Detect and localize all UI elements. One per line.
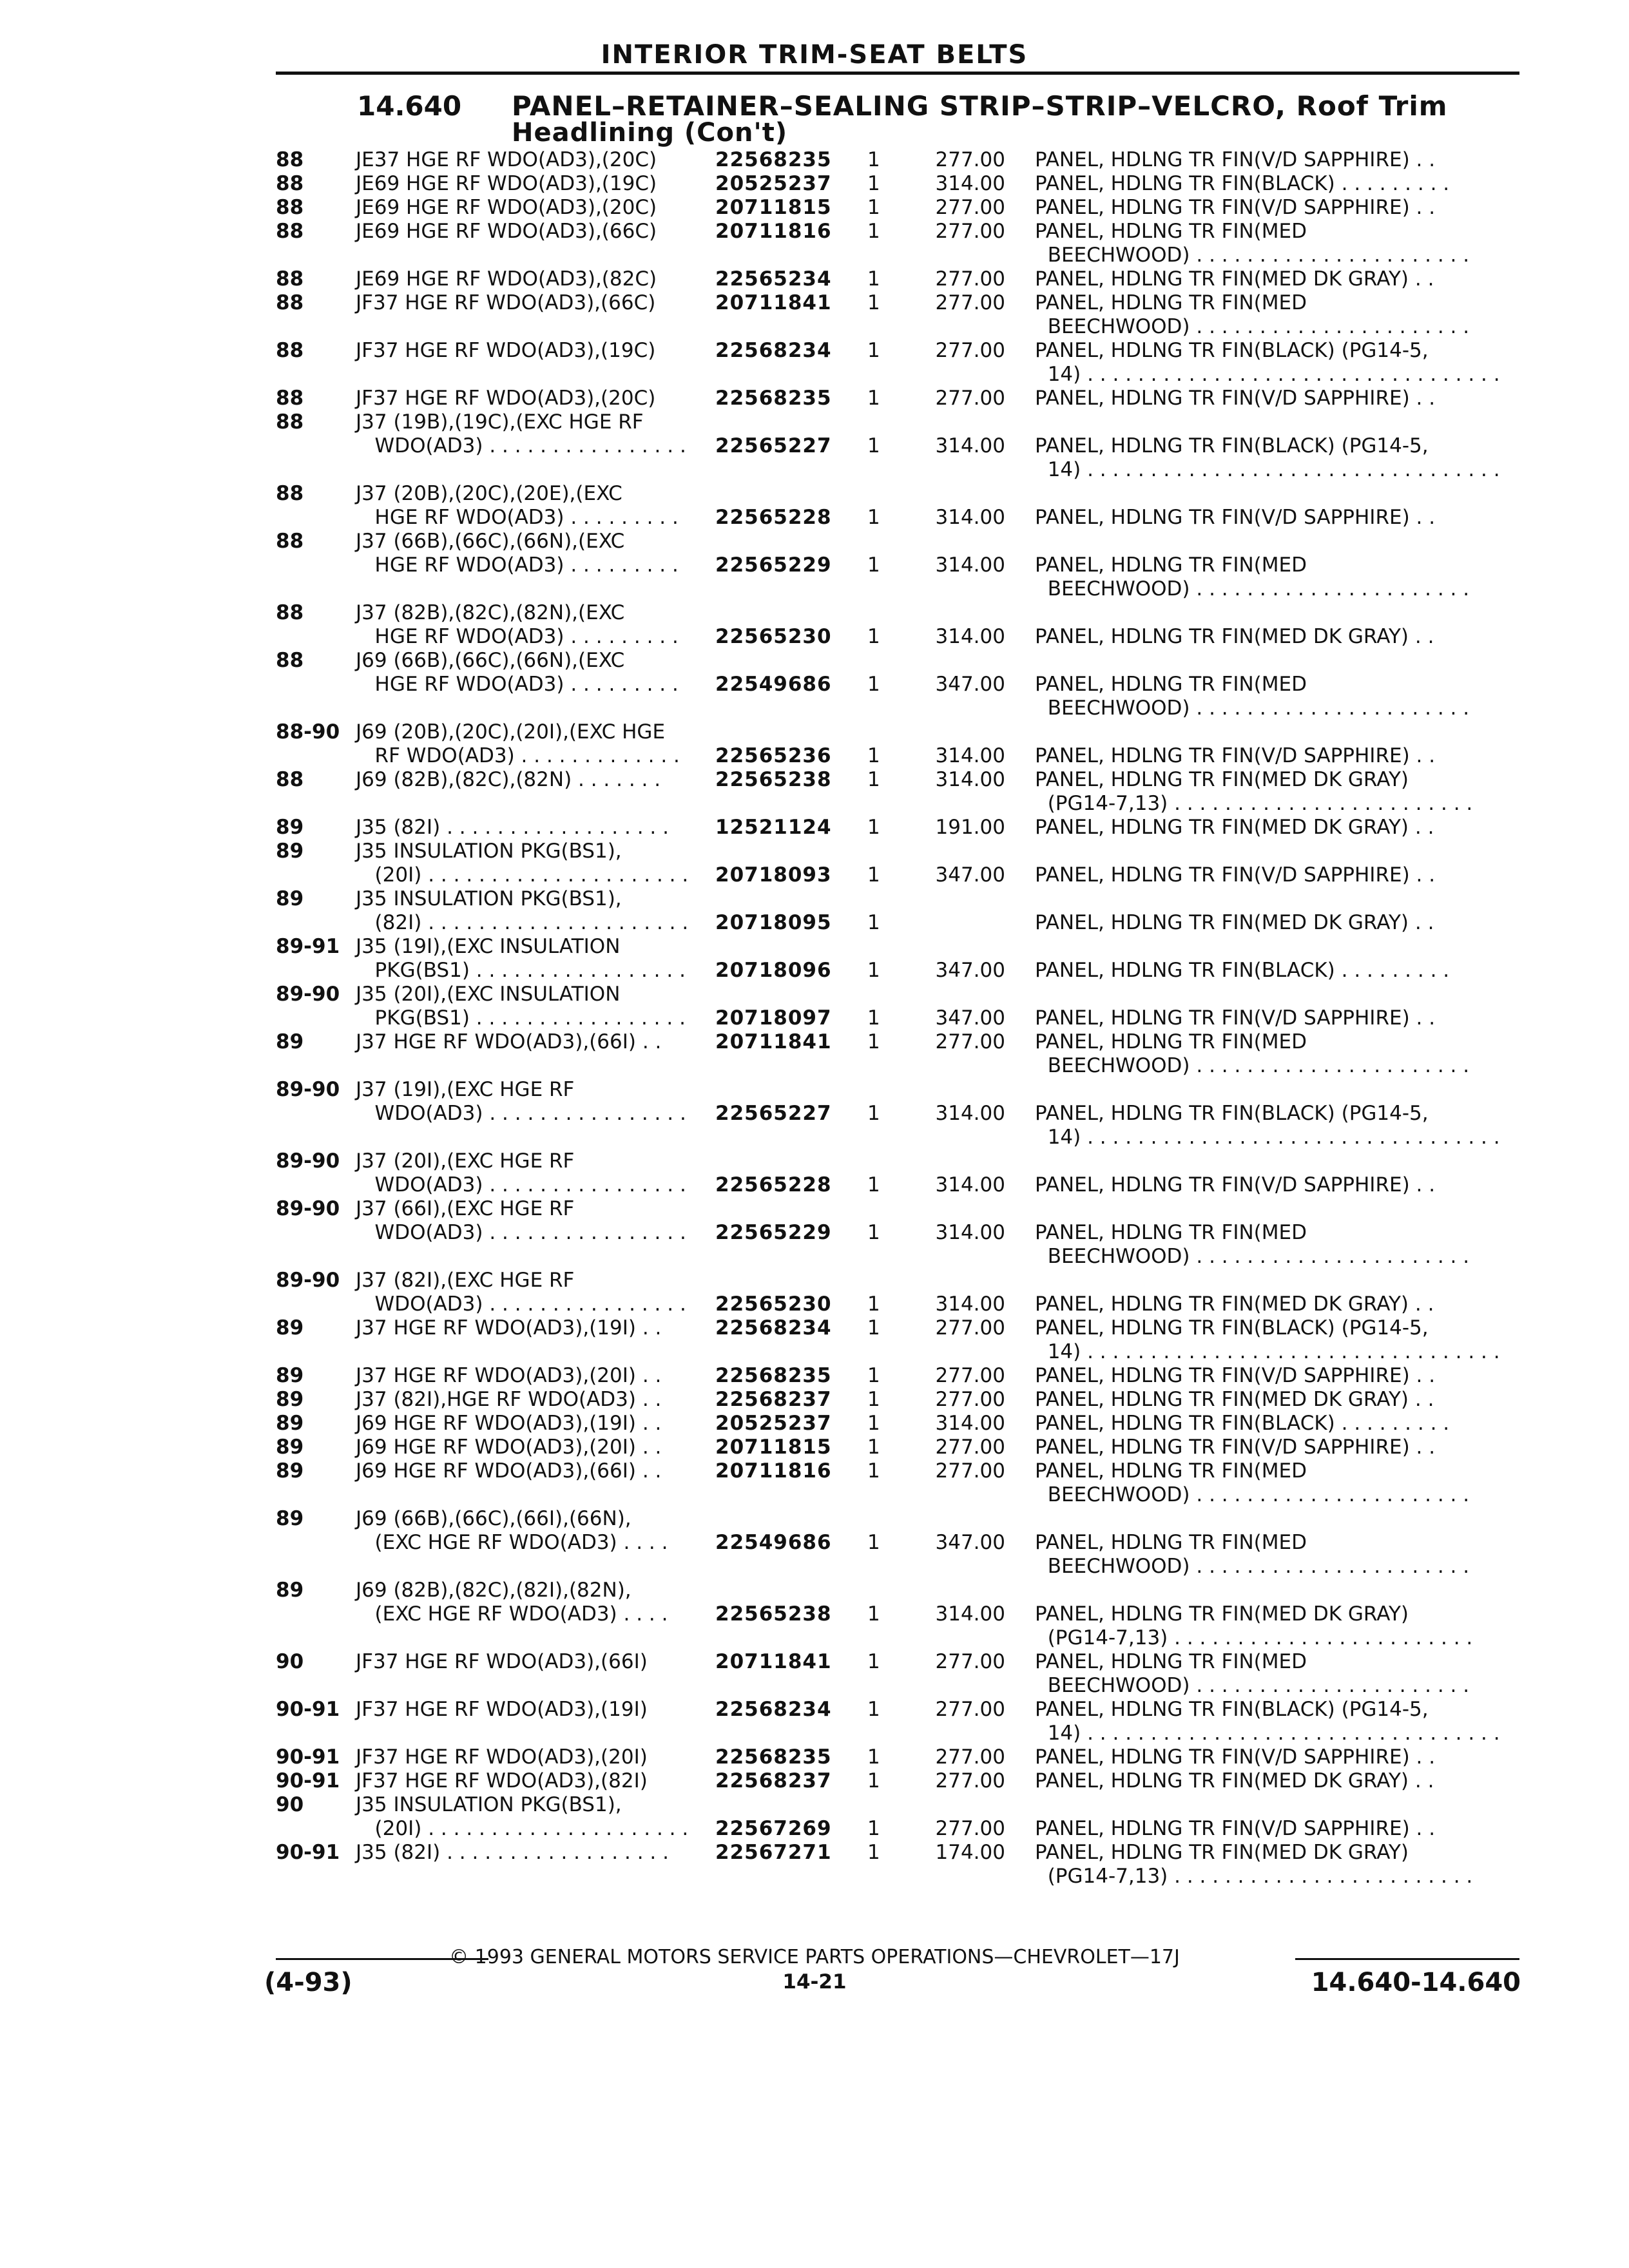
part-description: PANEL, HDLNG TR FIN(MED DK GRAY) . . <box>1035 911 1434 934</box>
model-usage: JE69 HGE RF WDO(AD3),(82C) <box>356 267 657 291</box>
quantity: 1 <box>867 1817 880 1840</box>
model-usage: J69 (82B),(82C),(82N) . . . . . . . <box>356 768 661 791</box>
part-description: PANEL, HDLNG TR FIN(BLACK) (PG14-5, <box>1035 339 1429 362</box>
part-description: PANEL, HDLNG TR FIN(MED DK GRAY) . . <box>1035 625 1434 648</box>
part-number: 20711816 <box>715 220 832 243</box>
model-usage: JF37 HGE RF WDO(AD3),(66C) <box>356 291 656 314</box>
price: 314.00 <box>935 1221 1005 1244</box>
section-subtitle: Headlining (Con't) <box>512 118 788 148</box>
part-description: (PG14-7,13) . . . . . . . . . . . . . . . . . . . . . . . . <box>1035 792 1473 815</box>
part-number: 22565228 <box>715 506 832 529</box>
section-number: 14.640 <box>357 90 462 122</box>
price: 347.00 <box>935 1006 1005 1030</box>
price: 314.00 <box>935 768 1005 791</box>
illustration-number: 88 <box>276 387 304 410</box>
price: 277.00 <box>935 339 1005 362</box>
part-number: 22567269 <box>715 1817 832 1840</box>
price: 277.00 <box>935 1388 1005 1411</box>
illustration-number: 88 <box>276 410 304 434</box>
part-description: PANEL, HDLNG TR FIN(BLACK) . . . . . . . . . <box>1035 959 1450 982</box>
illustration-number: 90-91 <box>276 1841 340 1864</box>
model-usage: J35 INSULATION PKG(BS1), <box>356 887 622 910</box>
model-usage: J69 (66B),(66C),(66I),(66N), <box>356 1507 631 1530</box>
model-usage: J69 HGE RF WDO(AD3),(20I) . . <box>356 1436 662 1459</box>
model-usage: HGE RF WDO(AD3) . . . . . . . . . <box>356 673 679 696</box>
model-usage: J37 (19I),(EXC HGE RF <box>356 1078 575 1101</box>
part-description: PANEL, HDLNG TR FIN(MED DK GRAY) . . <box>1035 816 1434 839</box>
quantity: 1 <box>867 1030 880 1053</box>
model-usage: J37 (20B),(20C),(20E),(EXC <box>356 482 622 505</box>
part-description: 14) . . . . . . . . . . . . . . . . . . . . . . . . . . . . . . . . . <box>1035 458 1500 481</box>
model-usage: WDO(AD3) . . . . . . . . . . . . . . . . <box>356 1173 686 1196</box>
part-description: PANEL, HDLNG TR FIN(MED <box>1035 1030 1307 1053</box>
model-usage: HGE RF WDO(AD3) . . . . . . . . . <box>356 625 679 648</box>
part-description: PANEL, HDLNG TR FIN(V/D SAPPHIRE) . . <box>1035 1745 1436 1769</box>
quantity: 1 <box>867 768 880 791</box>
illustration-number: 88 <box>276 172 304 195</box>
illustration-number: 88 <box>276 482 304 505</box>
price: 277.00 <box>935 1650 1005 1673</box>
model-usage: J69 (82B),(82C),(82I),(82N), <box>356 1579 631 1602</box>
part-description: 14) . . . . . . . . . . . . . . . . . . . . . . . . . . . . . . . . . <box>1035 1340 1500 1363</box>
quantity: 1 <box>867 1316 880 1340</box>
illustration-number: 89 <box>276 816 304 839</box>
illustration-number: 89 <box>276 1412 304 1435</box>
illustration-number: 89 <box>276 887 304 910</box>
price: 347.00 <box>935 1531 1005 1554</box>
part-number: 22568235 <box>715 148 832 171</box>
model-usage: J35 (82I) . . . . . . . . . . . . . . . . . . <box>356 1841 669 1864</box>
part-number: 22568237 <box>715 1769 832 1792</box>
quantity: 1 <box>867 1221 880 1244</box>
page-header-title: INTERIOR TRIM-SEAT BELTS <box>601 40 1028 70</box>
model-usage: PKG(BS1) . . . . . . . . . . . . . . . . . <box>356 959 686 982</box>
quantity: 1 <box>867 1650 880 1673</box>
part-number: 22568234 <box>715 1698 832 1721</box>
part-number: 22568235 <box>715 387 832 410</box>
illustration-number: 88 <box>276 601 304 624</box>
model-usage: JF37 HGE RF WDO(AD3),(66I) <box>356 1650 648 1673</box>
model-usage: (20I) . . . . . . . . . . . . . . . . . . . . . <box>356 1817 689 1840</box>
part-number: 22565230 <box>715 625 832 648</box>
quantity: 1 <box>867 959 880 982</box>
model-usage: J69 HGE RF WDO(AD3),(66I) . . <box>356 1459 662 1483</box>
quantity: 1 <box>867 863 880 887</box>
quantity: 1 <box>867 1841 880 1864</box>
quantity: 1 <box>867 1602 880 1626</box>
part-description: PANEL, HDLNG TR FIN(BLACK) (PG14-5, <box>1035 434 1429 457</box>
illustration-number: 90-91 <box>276 1745 340 1769</box>
part-description: (PG14-7,13) . . . . . . . . . . . . . . . . . . . . . . . . <box>1035 1626 1473 1649</box>
illustration-number: 90 <box>276 1793 304 1816</box>
part-number: 20718096 <box>715 959 832 982</box>
model-usage: JF37 HGE RF WDO(AD3),(19I) <box>356 1698 648 1721</box>
quantity: 1 <box>867 1364 880 1387</box>
part-description: PANEL, HDLNG TR FIN(V/D SAPPHIRE) . . <box>1035 1364 1436 1387</box>
part-description: 14) . . . . . . . . . . . . . . . . . . . . . . . . . . . . . . . . . <box>1035 363 1500 386</box>
illustration-number: 89 <box>276 840 304 863</box>
model-usage: J37 HGE RF WDO(AD3),(19I) . . <box>356 1316 662 1340</box>
part-description: PANEL, HDLNG TR FIN(MED DK GRAY) <box>1035 1602 1409 1626</box>
model-usage: WDO(AD3) . . . . . . . . . . . . . . . . <box>356 1102 686 1125</box>
price: 277.00 <box>935 291 1005 314</box>
part-description: PANEL, HDLNG TR FIN(MED DK GRAY) <box>1035 768 1409 791</box>
illustration-number: 89 <box>276 1388 304 1411</box>
price: 314.00 <box>935 506 1005 529</box>
illustration-number: 89-91 <box>276 935 340 958</box>
part-number: 22565230 <box>715 1293 832 1316</box>
part-number: 22549686 <box>715 1531 832 1554</box>
price: 277.00 <box>935 267 1005 291</box>
price: 347.00 <box>935 959 1005 982</box>
part-description: PANEL, HDLNG TR FIN(V/D SAPPHIRE) . . <box>1035 196 1436 219</box>
part-description: 14) . . . . . . . . . . . . . . . . . . . . . . . . . . . . . . . . . <box>1035 1722 1500 1745</box>
part-description: BEECHWOOD) . . . . . . . . . . . . . . . . . . . . . . <box>1035 315 1470 338</box>
illustration-number: 88 <box>276 649 304 672</box>
illustration-number: 89 <box>276 1459 304 1483</box>
illustration-number: 88 <box>276 530 304 553</box>
part-number: 22568234 <box>715 1316 832 1340</box>
quantity: 1 <box>867 816 880 839</box>
quantity: 1 <box>867 196 880 219</box>
quantity: 1 <box>867 1388 880 1411</box>
part-description: BEECHWOOD) . . . . . . . . . . . . . . . . . . . . . . <box>1035 697 1470 720</box>
price: 314.00 <box>935 1173 1005 1196</box>
model-usage: J35 (82I) . . . . . . . . . . . . . . . . . . <box>356 816 669 839</box>
model-usage: J37 (20I),(EXC HGE RF <box>356 1149 575 1173</box>
illustration-number: 89-90 <box>276 983 340 1006</box>
price: 314.00 <box>935 553 1005 577</box>
model-usage: (20I) . . . . . . . . . . . . . . . . . . . . . <box>356 863 689 887</box>
part-number: 20711816 <box>715 1459 832 1483</box>
quantity: 1 <box>867 1698 880 1721</box>
part-description: PANEL, HDLNG TR FIN(MED DK GRAY) . . <box>1035 267 1434 291</box>
part-description: PANEL, HDLNG TR FIN(MED <box>1035 1531 1307 1554</box>
quantity: 1 <box>867 1769 880 1792</box>
part-number: 20711841 <box>715 291 832 314</box>
part-description: (PG14-7,13) . . . . . . . . . . . . . . . . . . . . . . . . <box>1035 1865 1473 1888</box>
illustration-number: 88 <box>276 339 304 362</box>
quantity: 1 <box>867 387 880 410</box>
price: 314.00 <box>935 1293 1005 1316</box>
illustration-number: 88-90 <box>276 720 340 744</box>
illustration-number: 89-90 <box>276 1078 340 1101</box>
price: 314.00 <box>935 744 1005 767</box>
price: 277.00 <box>935 1436 1005 1459</box>
illustration-number: 90 <box>276 1650 304 1673</box>
quantity: 1 <box>867 148 880 171</box>
illustration-number: 88 <box>276 768 304 791</box>
model-usage: J37 (82B),(82C),(82N),(EXC <box>356 601 625 624</box>
model-usage: JE69 HGE RF WDO(AD3),(66C) <box>356 220 657 243</box>
illustration-number: 89 <box>276 1436 304 1459</box>
part-number: 22565236 <box>715 744 832 767</box>
part-number: 22565229 <box>715 1221 832 1244</box>
model-usage: WDO(AD3) . . . . . . . . . . . . . . . . <box>356 434 686 457</box>
model-usage: J37 (66I),(EXC HGE RF <box>356 1197 575 1220</box>
section-title: PANEL–RETAINER–SEALING STRIP–STRIP–VELCRO, Roof Trim <box>512 90 1448 122</box>
price: 277.00 <box>935 196 1005 219</box>
quantity: 1 <box>867 172 880 195</box>
model-usage: J69 (20B),(20C),(20I),(EXC HGE <box>356 720 666 744</box>
part-description: PANEL, HDLNG TR FIN(MED DK GRAY) <box>1035 1841 1409 1864</box>
part-number: 22565234 <box>715 267 832 291</box>
part-number: 20718097 <box>715 1006 832 1030</box>
model-usage: JF37 HGE RF WDO(AD3),(82I) <box>356 1769 648 1792</box>
footer-date: (4-93) <box>264 1968 352 1997</box>
part-description: PANEL, HDLNG TR FIN(V/D SAPPHIRE) . . <box>1035 1006 1436 1030</box>
part-number: 22565229 <box>715 553 832 577</box>
model-usage: WDO(AD3) . . . . . . . . . . . . . . . . <box>356 1293 686 1316</box>
part-description: PANEL, HDLNG TR FIN(BLACK) . . . . . . . . . <box>1035 172 1450 195</box>
illustration-number: 89-90 <box>276 1149 340 1173</box>
model-usage: J69 HGE RF WDO(AD3),(19I) . . <box>356 1412 662 1435</box>
part-number: 22568235 <box>715 1364 832 1387</box>
model-usage: J37 (66B),(66C),(66N),(EXC <box>356 530 625 553</box>
part-number: 22565227 <box>715 434 832 457</box>
part-number: 22568234 <box>715 339 832 362</box>
part-description: PANEL, HDLNG TR FIN(MED DK GRAY) . . <box>1035 1388 1434 1411</box>
price: 314.00 <box>935 1412 1005 1435</box>
model-usage: J37 (82I),(EXC HGE RF <box>356 1269 575 1292</box>
model-usage: WDO(AD3) . . . . . . . . . . . . . . . . <box>356 1221 686 1244</box>
part-number: 22565238 <box>715 768 832 791</box>
part-description: PANEL, HDLNG TR FIN(MED <box>1035 553 1307 577</box>
model-usage: JF37 HGE RF WDO(AD3),(19C) <box>356 339 656 362</box>
part-number: 12521124 <box>715 816 832 839</box>
price: 277.00 <box>935 1030 1005 1053</box>
model-usage: (EXC HGE RF WDO(AD3) . . . . <box>356 1531 668 1554</box>
quantity: 1 <box>867 673 880 696</box>
part-description: PANEL, HDLNG TR FIN(MED <box>1035 291 1307 314</box>
model-usage: (82I) . . . . . . . . . . . . . . . . . . . . . <box>356 911 689 934</box>
part-number: 20711841 <box>715 1030 832 1053</box>
illustration-number: 89-90 <box>276 1269 340 1292</box>
quantity: 1 <box>867 744 880 767</box>
model-usage: JE69 HGE RF WDO(AD3),(19C) <box>356 172 657 195</box>
quantity: 1 <box>867 1102 880 1125</box>
illustration-number: 88 <box>276 148 304 171</box>
model-usage: J69 (66B),(66C),(66N),(EXC <box>356 649 625 672</box>
illustration-number: 89 <box>276 1364 304 1387</box>
price: 347.00 <box>935 863 1005 887</box>
model-usage: (EXC HGE RF WDO(AD3) . . . . <box>356 1602 668 1626</box>
footer-copyright: © 1993 GENERAL MOTORS SERVICE PARTS OPERATIONS—CHEVROLET—17J <box>449 1946 1180 1968</box>
price: 277.00 <box>935 387 1005 410</box>
part-description: PANEL, HDLNG TR FIN(V/D SAPPHIRE) . . <box>1035 148 1436 171</box>
illustration-number: 89 <box>276 1507 304 1530</box>
quantity: 1 <box>867 1745 880 1769</box>
quantity: 1 <box>867 1006 880 1030</box>
part-description: PANEL, HDLNG TR FIN(V/D SAPPHIRE) . . <box>1035 1817 1436 1840</box>
illustration-number: 88 <box>276 220 304 243</box>
header-rule <box>276 72 1519 75</box>
model-usage: RF WDO(AD3) . . . . . . . . . . . . . <box>356 744 680 767</box>
price: 277.00 <box>935 1698 1005 1721</box>
quantity: 1 <box>867 291 880 314</box>
part-number: 22565228 <box>715 1173 832 1196</box>
model-usage: J35 (20I),(EXC INSULATION <box>356 983 621 1006</box>
illustration-number: 89 <box>276 1579 304 1602</box>
price: 277.00 <box>935 148 1005 171</box>
model-usage: JE37 HGE RF WDO(AD3),(20C) <box>356 148 657 171</box>
part-description: BEECHWOOD) . . . . . . . . . . . . . . . . . . . . . . <box>1035 1483 1470 1506</box>
price: 191.00 <box>935 816 1005 839</box>
part-description: PANEL, HDLNG TR FIN(BLACK) (PG14-5, <box>1035 1316 1429 1340</box>
part-description: PANEL, HDLNG TR FIN(V/D SAPPHIRE) . . <box>1035 1173 1436 1196</box>
footer-page-number: 14-21 <box>782 1970 847 1994</box>
quantity: 1 <box>867 1531 880 1554</box>
quantity: 1 <box>867 1459 880 1483</box>
part-description: 14) . . . . . . . . . . . . . . . . . . . . . . . . . . . . . . . . . <box>1035 1126 1500 1149</box>
quantity: 1 <box>867 1293 880 1316</box>
part-description: PANEL, HDLNG TR FIN(V/D SAPPHIRE) . . <box>1035 387 1436 410</box>
model-usage: J37 HGE RF WDO(AD3),(20I) . . <box>356 1364 662 1387</box>
part-description: PANEL, HDLNG TR FIN(MED <box>1035 220 1307 243</box>
part-description: PANEL, HDLNG TR FIN(MED DK GRAY) . . <box>1035 1293 1434 1316</box>
part-number: 20525237 <box>715 172 832 195</box>
quantity: 1 <box>867 625 880 648</box>
part-number: 20718095 <box>715 911 832 934</box>
illustration-number: 89 <box>276 1030 304 1053</box>
price: 314.00 <box>935 434 1005 457</box>
part-description: PANEL, HDLNG TR FIN(BLACK) (PG14-5, <box>1035 1698 1429 1721</box>
quantity: 1 <box>867 1436 880 1459</box>
quantity: 1 <box>867 1412 880 1435</box>
part-description: PANEL, HDLNG TR FIN(V/D SAPPHIRE) . . <box>1035 506 1436 529</box>
model-usage: J37 (82I),HGE RF WDO(AD3) . . <box>356 1388 662 1411</box>
part-number: 20711815 <box>715 1436 832 1459</box>
part-number: 22568235 <box>715 1745 832 1769</box>
part-description: BEECHWOOD) . . . . . . . . . . . . . . . . . . . . . . <box>1035 244 1470 267</box>
part-description: BEECHWOOD) . . . . . . . . . . . . . . . . . . . . . . <box>1035 1054 1470 1077</box>
model-usage: J35 INSULATION PKG(BS1), <box>356 840 622 863</box>
part-number: 22568237 <box>715 1388 832 1411</box>
part-description: BEECHWOOD) . . . . . . . . . . . . . . . . . . . . . . <box>1035 577 1470 601</box>
part-number: 20711815 <box>715 196 832 219</box>
part-number: 22565227 <box>715 1102 832 1125</box>
part-description: PANEL, HDLNG TR FIN(MED <box>1035 1459 1307 1483</box>
price: 277.00 <box>935 1316 1005 1340</box>
part-number: 22549686 <box>715 673 832 696</box>
model-usage: J37 HGE RF WDO(AD3),(66I) . . <box>356 1030 662 1053</box>
part-number: 22565238 <box>715 1602 832 1626</box>
part-description: PANEL, HDLNG TR FIN(MED <box>1035 1650 1307 1673</box>
quantity: 1 <box>867 220 880 243</box>
part-number: 20718093 <box>715 863 832 887</box>
price: 347.00 <box>935 673 1005 696</box>
part-description: BEECHWOOD) . . . . . . . . . . . . . . . . . . . . . . <box>1035 1674 1470 1697</box>
illustration-number: 90-91 <box>276 1698 340 1721</box>
part-description: BEECHWOOD) . . . . . . . . . . . . . . . . . . . . . . <box>1035 1245 1470 1268</box>
part-description: PANEL, HDLNG TR FIN(MED <box>1035 1221 1307 1244</box>
price: 314.00 <box>935 172 1005 195</box>
part-description: PANEL, HDLNG TR FIN(V/D SAPPHIRE) . . <box>1035 744 1436 767</box>
part-description: PANEL, HDLNG TR FIN(MED <box>1035 673 1307 696</box>
quantity: 1 <box>867 1173 880 1196</box>
quantity: 1 <box>867 339 880 362</box>
model-usage: JF37 HGE RF WDO(AD3),(20I) <box>356 1745 648 1769</box>
model-usage: J37 (19B),(19C),(EXC HGE RF <box>356 410 644 434</box>
part-number: 22567271 <box>715 1841 832 1864</box>
model-usage: J35 INSULATION PKG(BS1), <box>356 1793 622 1816</box>
part-description: PANEL, HDLNG TR FIN(BLACK) . . . . . . . . . <box>1035 1412 1450 1435</box>
illustration-number: 88 <box>276 291 304 314</box>
model-usage: JF37 HGE RF WDO(AD3),(20C) <box>356 387 656 410</box>
price: 314.00 <box>935 1602 1005 1626</box>
model-usage: J35 (19I),(EXC INSULATION <box>356 935 621 958</box>
price: 277.00 <box>935 1364 1005 1387</box>
part-number: 20525237 <box>715 1412 832 1435</box>
illustration-number: 89-90 <box>276 1197 340 1220</box>
price: 277.00 <box>935 1769 1005 1792</box>
price: 314.00 <box>935 625 1005 648</box>
part-number: 20711841 <box>715 1650 832 1673</box>
quantity: 1 <box>867 553 880 577</box>
price: 174.00 <box>935 1841 1005 1864</box>
quantity: 1 <box>867 267 880 291</box>
illustration-number: 88 <box>276 267 304 291</box>
quantity: 1 <box>867 911 880 934</box>
price: 277.00 <box>935 1745 1005 1769</box>
price: 277.00 <box>935 1817 1005 1840</box>
part-description: PANEL, HDLNG TR FIN(MED DK GRAY) . . <box>1035 1769 1434 1792</box>
model-usage: JE69 HGE RF WDO(AD3),(20C) <box>356 196 657 219</box>
part-description: BEECHWOOD) . . . . . . . . . . . . . . . . . . . . . . <box>1035 1555 1470 1578</box>
price: 277.00 <box>935 220 1005 243</box>
part-description: PANEL, HDLNG TR FIN(V/D SAPPHIRE) . . <box>1035 1436 1436 1459</box>
price: 314.00 <box>935 1102 1005 1125</box>
quantity: 1 <box>867 434 880 457</box>
footer-section-range: 14.640-14.640 <box>1311 1968 1521 1997</box>
illustration-number: 90-91 <box>276 1769 340 1792</box>
illustration-number: 89 <box>276 1316 304 1340</box>
part-description: PANEL, HDLNG TR FIN(V/D SAPPHIRE) . . <box>1035 863 1436 887</box>
illustration-number: 88 <box>276 196 304 219</box>
price: 277.00 <box>935 1459 1005 1483</box>
quantity: 1 <box>867 506 880 529</box>
part-description: PANEL, HDLNG TR FIN(BLACK) (PG14-5, <box>1035 1102 1429 1125</box>
model-usage: PKG(BS1) . . . . . . . . . . . . . . . . . <box>356 1006 686 1030</box>
model-usage: HGE RF WDO(AD3) . . . . . . . . . <box>356 553 679 577</box>
model-usage: HGE RF WDO(AD3) . . . . . . . . . <box>356 506 679 529</box>
